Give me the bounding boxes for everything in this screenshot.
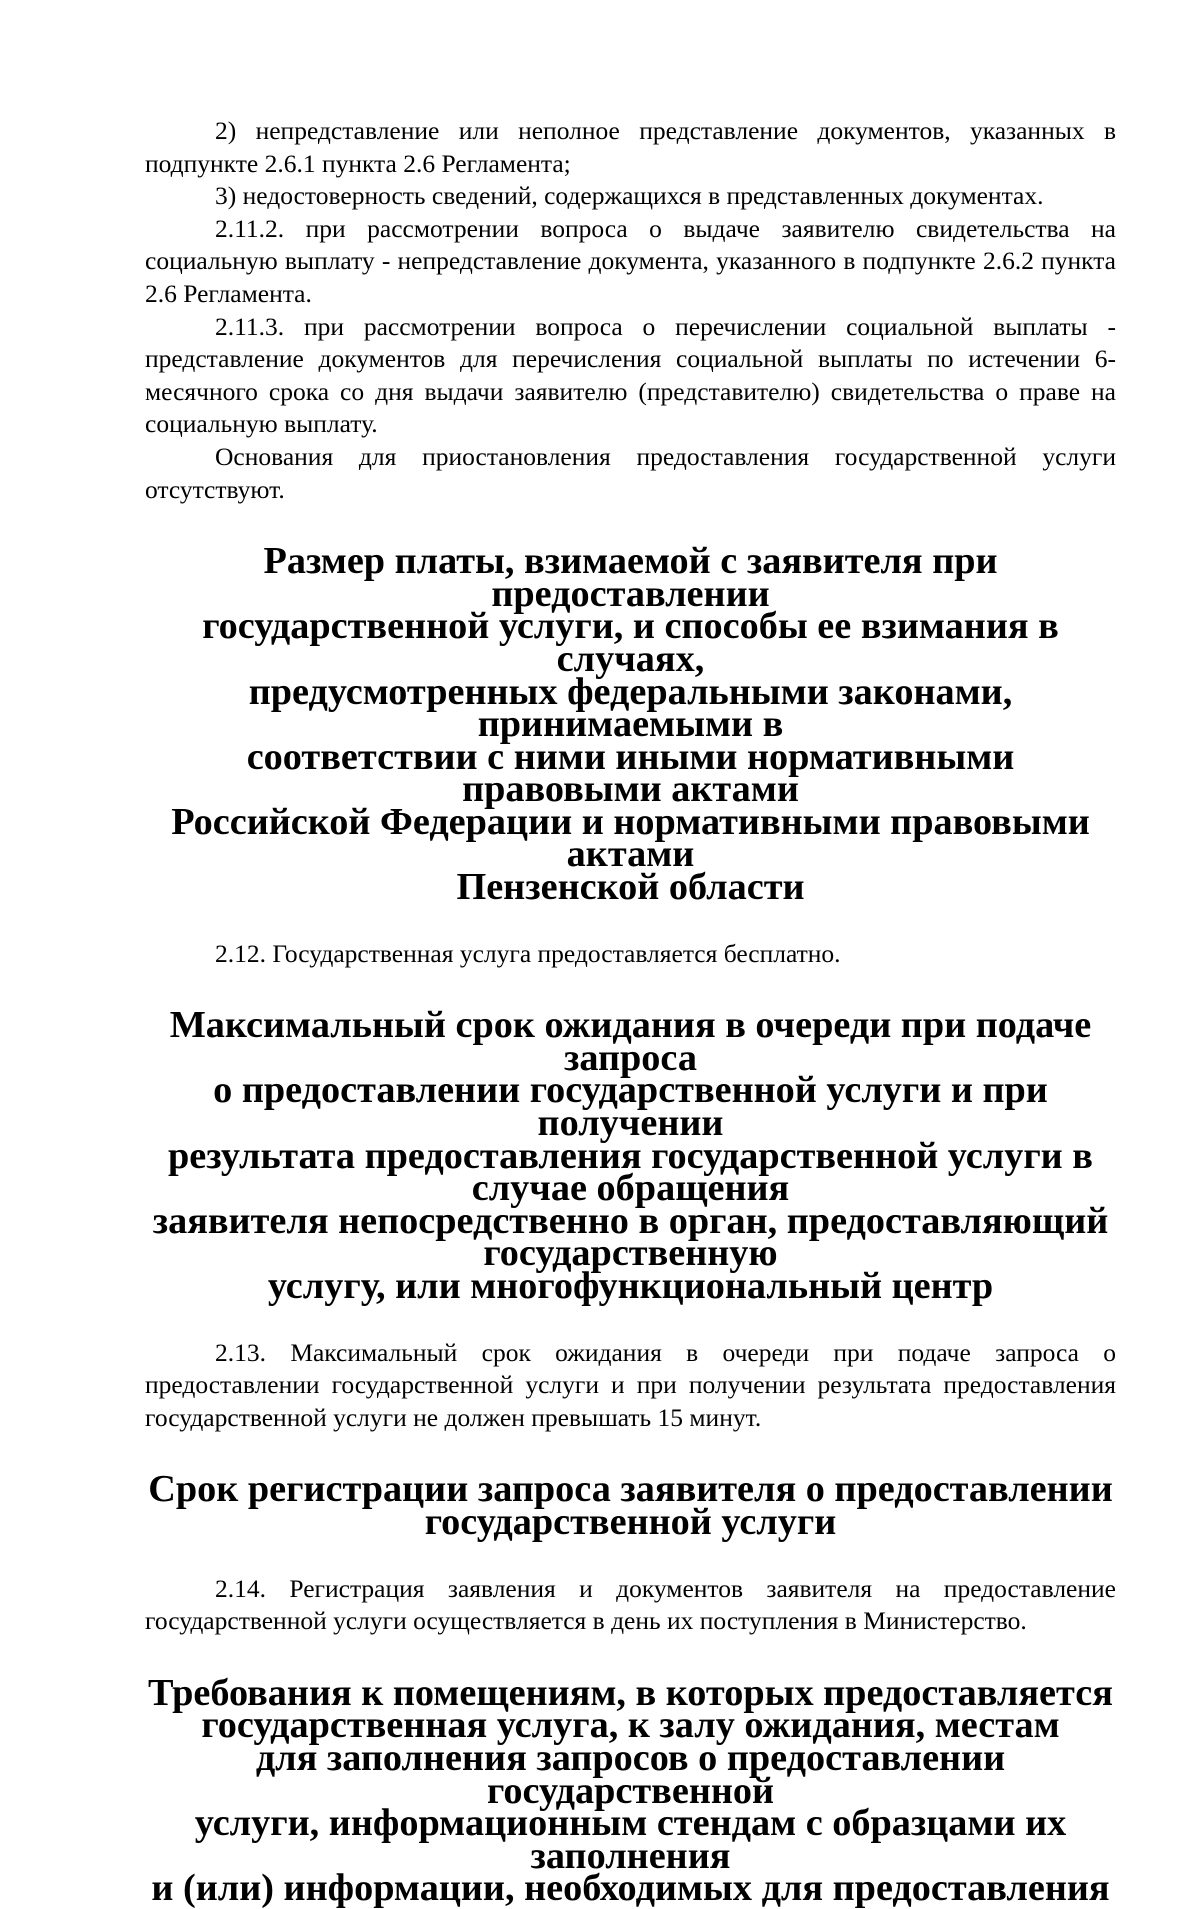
paragraph-2-11-2: 2.11.2. при рассмотрении вопроса о выдаче заявителю свидетельства на социальную выплату - непредставление документа, указанного в подпункте 2.6.2 пункта 2.6 Регламента.: [145, 213, 1116, 308]
heading-wait-time-line: о предоставлении государственной услуги и при получении: [213, 1069, 1048, 1145]
paragraph-2-12: 2.12. Государственная услуга предоставляется бесплатно.: [215, 938, 841, 968]
heading-fee-line: предусмотренных федеральными законами, принимаемыми в: [248, 670, 1013, 746]
heading-registration-line: государственной услуги: [424, 1500, 837, 1543]
paragraph-2-14: 2.14. Регистрация заявления и документов заявителя на предоставление государственной услуги осуществляется в день их поступления в Министерство.: [145, 1573, 1116, 1636]
paragraph-suspension-grounds: Основания для приостановления предоставления государственной услуги отсутствуют.: [145, 441, 1116, 504]
heading-wait-time-line: услугу, или многофункциональный центр: [267, 1265, 994, 1307]
heading-fee: [145, 540, 1116, 909]
heading-fee-line: Российской Федерации и нормативными правовыми актами: [171, 800, 1090, 876]
heading-fee-line: Пензенской области: [456, 866, 805, 909]
paragraph-2-11-3: 2.11.3. при рассмотрении вопроса о перечислении социальной выплаты - представление документов для перечисления социальной выплаты по истечении 6-месячного срока со дня выдачи заявителю (представителю) свидетельства о праве на социальную выплату.: [145, 311, 1116, 439]
heading-premises-line: Требования к помещениям, в которых предоставляется: [148, 1671, 1113, 1714]
heading-registration-line: Срок регистрации запроса заявителя о предоставлении: [148, 1468, 1113, 1511]
heading-premises-line: для заполнения запросов о предоставлении государственной: [255, 1736, 1006, 1812]
heading-registration: [145, 1468, 1116, 1543]
heading-fee-line: государственной услуги, и способы ее взимания в случаях,: [202, 605, 1059, 680]
paragraph-2-13: 2.13. Максимальный срок ожидания в очереди при подаче запроса о предоставлении государственной услуги и при получении результата предоставления государственной услуги не должен превышать 15 минут.: [145, 1337, 1116, 1432]
paragraph-item-2: 2) непредставление или неполное представление документов, указанных в подпункте 2.6.1 пункта 2.6 Регламента;: [145, 116, 1116, 178]
heading-premises: [145, 1671, 1116, 1909]
heading-wait-time: [145, 1004, 1116, 1307]
heading-fee-line: Размер платы, взимаемой с заявителя при предоставлении: [263, 540, 998, 615]
heading-premises-line: и (или) информации, необходимых для предоставления: [151, 1867, 1110, 1909]
heading-premises-line: услуги, информационным стендам с образцами их заполнения: [194, 1802, 1067, 1877]
heading-wait-time-line: результата предоставления государственной услуги в случае обращения: [168, 1134, 1093, 1210]
heading-wait-time-line: заявителя непосредственно в орган, предоставляющий государственную: [152, 1199, 1109, 1275]
heading-fee-line: соответствии с ними иными нормативными правовыми актами: [246, 735, 1015, 811]
heading-premises-line: государственная услуга, к залу ожидания, местам: [201, 1704, 1060, 1747]
paragraph-item-3: 3) недостоверность сведений, содержащихся в представленных документах.: [215, 181, 1044, 211]
heading-wait-time-line: Максимальный срок ожидания в очереди при подаче запроса: [169, 1004, 1092, 1079]
